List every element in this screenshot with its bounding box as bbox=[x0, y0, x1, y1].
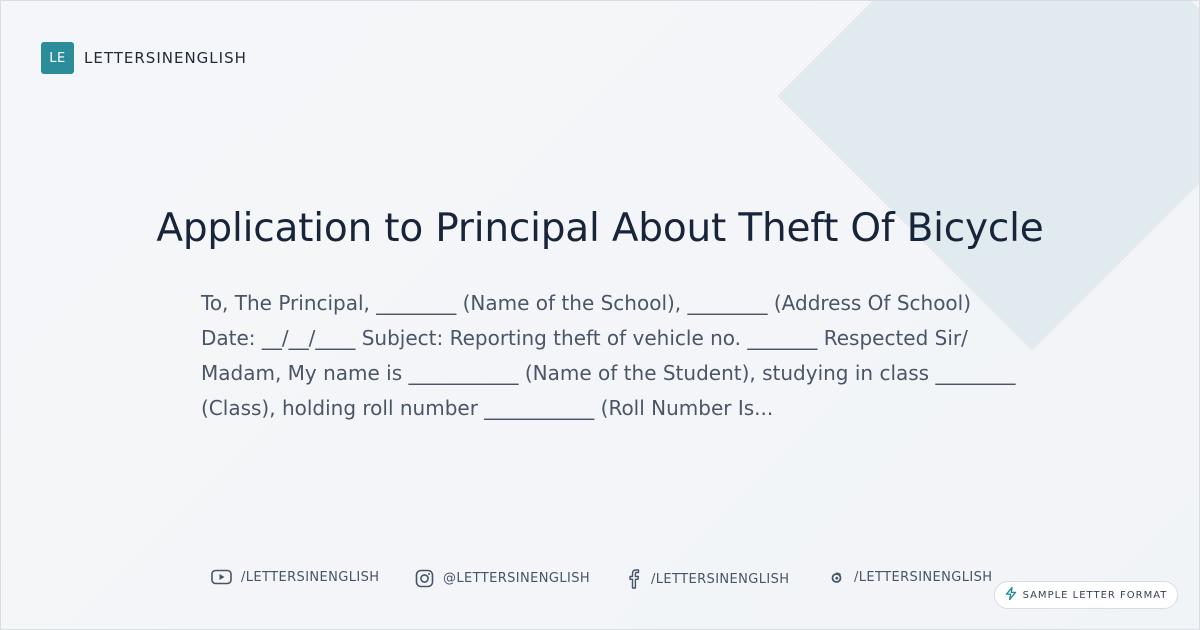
article-excerpt: To, The Principal, ________ (Name of the School), ________ (Address Of School) Date: __/__/____ Subject: Reporting theft of vehicle no. _______ Respected Sir/ Madam, My name is ___________ (Name of the Student), studying in class ________ (Class), holding roll number ___________ (Roll Number Is... bbox=[201, 291, 1016, 420]
social-links bbox=[211, 569, 1011, 591]
category-tag[interactable] bbox=[994, 581, 1178, 609]
social-link-threads[interactable] bbox=[829, 569, 992, 585]
tag-label: SAMPLE LETTER FORMAT bbox=[1022, 589, 1168, 601]
social-label: /LETTERSINENGLISH bbox=[651, 571, 790, 587]
social-link-instagram[interactable] bbox=[415, 569, 590, 588]
page-title: Application to Principal About Theft Of Bicycle bbox=[156, 206, 1044, 251]
lightning-icon bbox=[1005, 587, 1017, 603]
instagram-icon bbox=[415, 569, 434, 588]
youtube-icon bbox=[211, 569, 232, 585]
social-label: @LETTERSINENGLISH bbox=[443, 571, 591, 586]
social-link-youtube[interactable] bbox=[211, 569, 379, 585]
social-label: /LETTERSINENGLISH bbox=[854, 569, 993, 585]
social-link-facebook[interactable] bbox=[626, 569, 789, 589]
facebook-icon bbox=[626, 569, 642, 589]
brand-logo: LE bbox=[41, 42, 74, 74]
social-label: /LETTERSINENGLISH bbox=[241, 569, 380, 585]
brand-name: LETTERSINENGLISH bbox=[84, 49, 247, 67]
threads-icon bbox=[829, 569, 845, 585]
brand[interactable] bbox=[41, 42, 247, 74]
